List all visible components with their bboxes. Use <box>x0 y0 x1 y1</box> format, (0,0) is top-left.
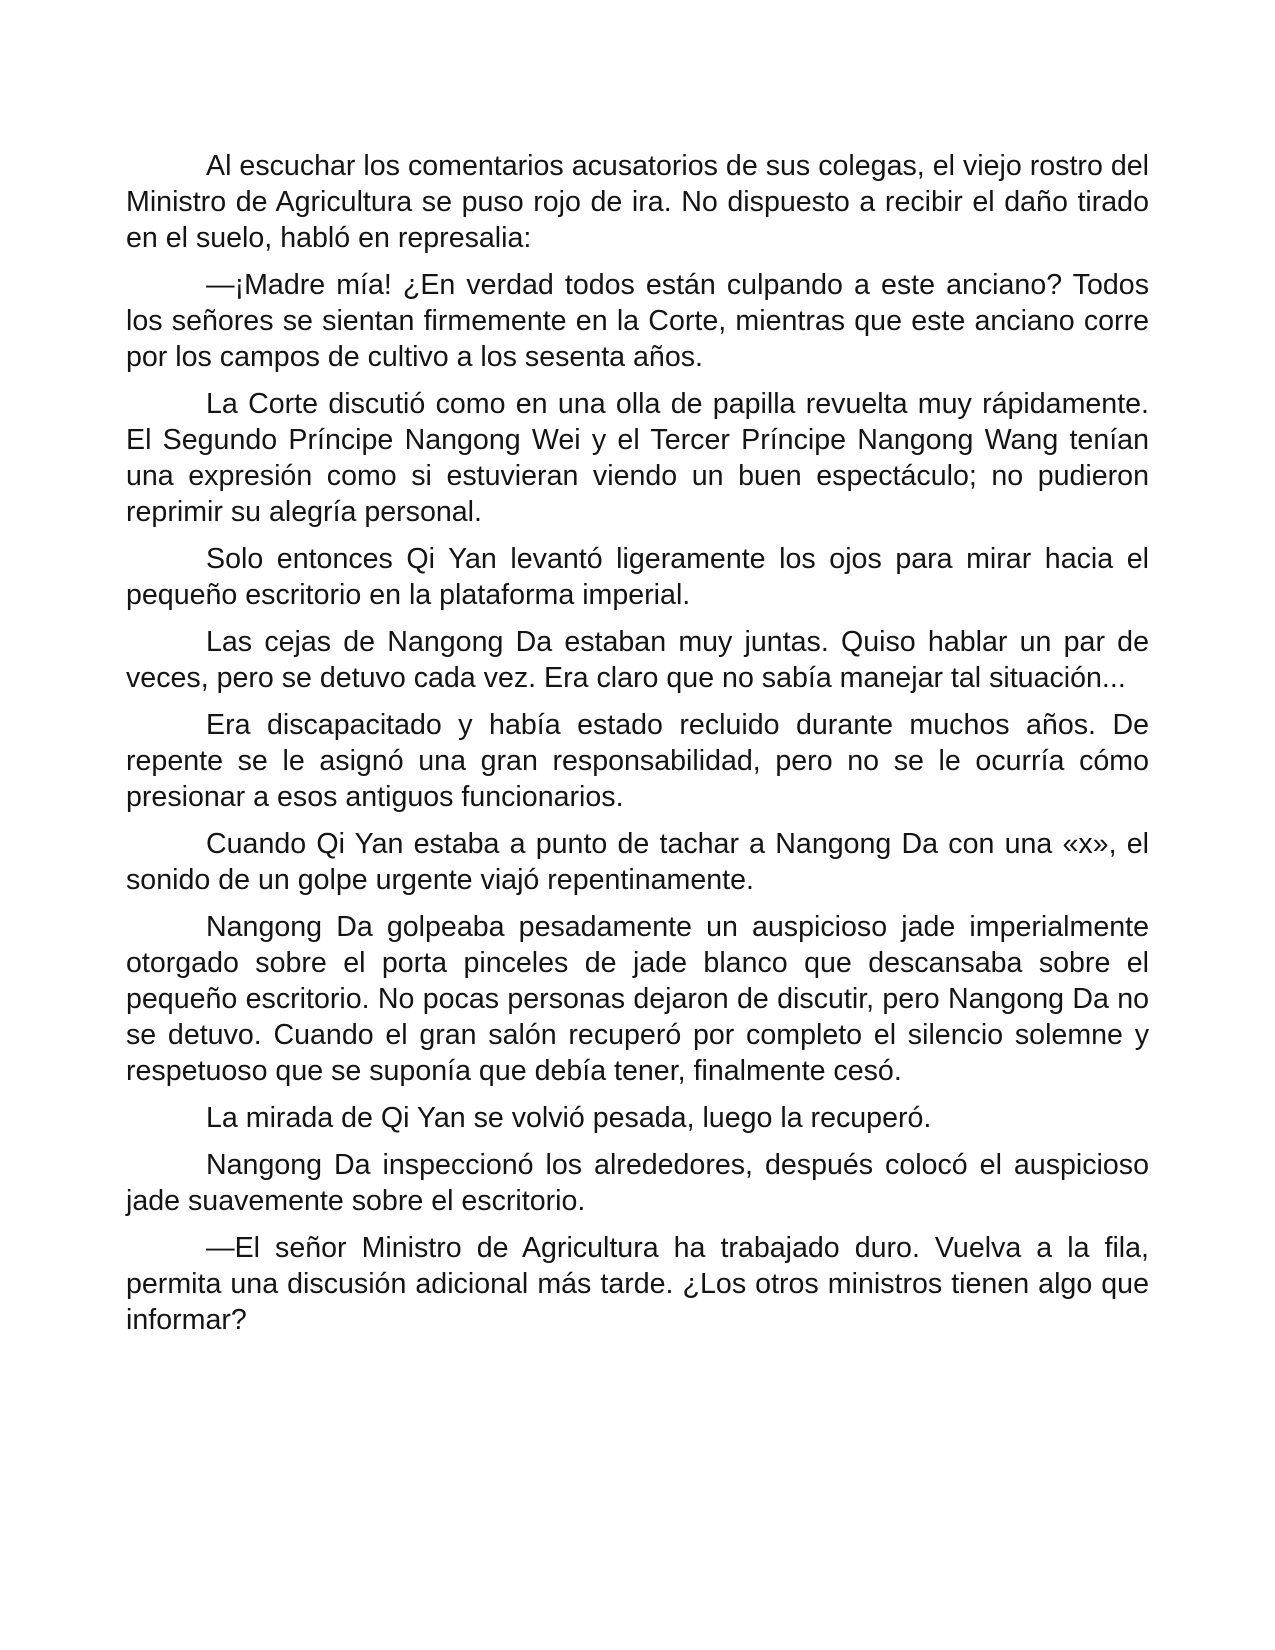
paragraph: La Corte discutió como en una olla de papilla revuelta muy rápidamente. El Segundo Príncipe Nangong Wei y el Tercer Príncipe Nangong Wang tenían una expresión como si estuvieran viendo un buen espectáculo; no pudieron reprimir su alegría personal. <box>126 388 1149 528</box>
paragraph: Era discapacitado y había estado recluido durante muchos años. De repente se le asignó una gran responsabilidad, pero no se le ocurría cómo presionar a esos antiguos funcionarios. <box>126 709 1149 813</box>
paragraph: —¡Madre mía! ¿En verdad todos están culpando a este anciano? Todos los señores se sientan firmemente en la Corte, mientras que este anciano corre por los campos de cultivo a los sesenta años. <box>126 269 1149 373</box>
paragraph: Nangong Da golpeaba pesadamente un auspicioso jade imperialmente otorgado sobre el porta pinceles de jade blanco que descansaba sobre el pequeño escritorio. No pocas personas dejaron de discutir, pero Nangong Da no se detuvo. Cuando el gran salón recuperó por completo el silencio solemne y respetuoso que se suponía que debía tener, finalmente cesó. <box>126 911 1149 1087</box>
paragraph: Las cejas de Nangong Da estaban muy juntas. Quiso hablar un par de veces, pero se detuvo cada vez. Era claro que no sabía manejar tal situación... <box>126 626 1149 694</box>
paragraph: Cuando Qi Yan estaba a punto de tachar a Nangong Da con una «x», el sonido de un golpe urgente viajó repentinamente. <box>126 828 1149 896</box>
paragraph: La mirada de Qi Yan se volvió pesada, luego la recuperó. <box>206 1102 932 1134</box>
paragraph: Al escuchar los comentarios acusatorios de sus colegas, el viejo rostro del Ministro de Agricultura se puso rojo de ira. No dispuesto a recibir el daño tirado en el suelo, habló en represalia: <box>126 150 1149 254</box>
paragraph: —El señor Ministro de Agricultura ha trabajado duro. Vuelva a la fila, permita una discusión adicional más tarde. ¿Los otros ministros tienen algo que informar? <box>126 1232 1149 1336</box>
paragraph: Nangong Da inspeccionó los alrededores, después colocó el auspicioso jade suavemente sobre el escritorio. <box>126 1149 1149 1217</box>
body-text <box>126 148 1149 1349</box>
paragraph: Solo entonces Qi Yan levantó ligeramente los ojos para mirar hacia el pequeño escritorio en la plataforma imperial. <box>126 543 1149 611</box>
